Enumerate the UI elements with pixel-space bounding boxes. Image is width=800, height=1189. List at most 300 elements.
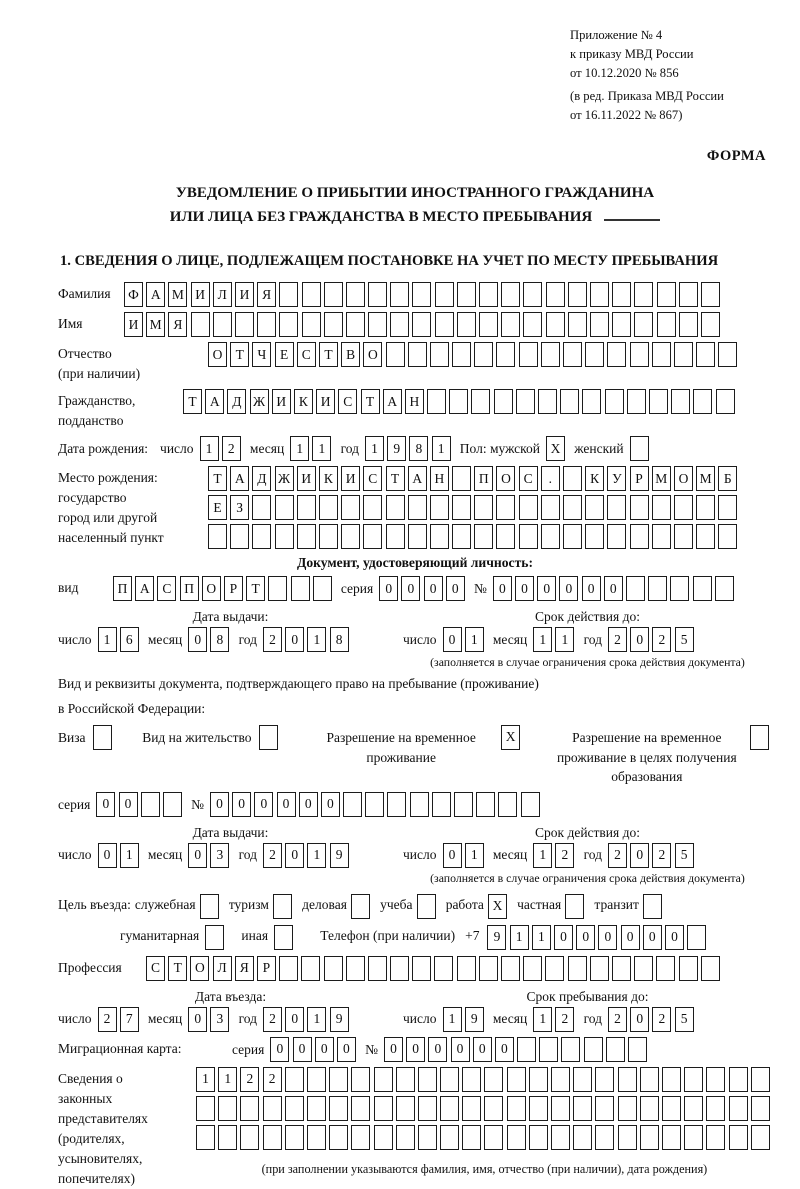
form-cell[interactable] xyxy=(432,792,451,817)
form-cell[interactable]: 1 xyxy=(365,436,384,461)
form-cell[interactable] xyxy=(507,1125,526,1150)
form-cell[interactable] xyxy=(626,576,645,601)
form-cell[interactable]: 0 xyxy=(119,792,138,817)
form-cell[interactable] xyxy=(501,956,520,981)
form-cell[interactable] xyxy=(573,1125,592,1150)
form-cell[interactable]: М xyxy=(652,466,671,491)
form-cell[interactable]: 0 xyxy=(270,1037,289,1062)
form-cell[interactable] xyxy=(418,1125,437,1150)
form-cell[interactable] xyxy=(519,524,538,549)
form-cell[interactable]: 2 xyxy=(263,1067,282,1092)
form-cell[interactable] xyxy=(498,792,517,817)
form-cell[interactable] xyxy=(252,495,271,520)
form-cell[interactable]: Р xyxy=(257,956,276,981)
form-cell[interactable] xyxy=(218,1096,237,1121)
form-cell[interactable] xyxy=(387,792,406,817)
form-cell[interactable] xyxy=(640,1067,659,1092)
form-cell[interactable] xyxy=(671,389,690,414)
form-cell[interactable] xyxy=(751,1067,770,1092)
form-cell[interactable] xyxy=(693,576,712,601)
form-cell[interactable] xyxy=(652,495,671,520)
form-cell[interactable] xyxy=(496,342,515,367)
form-cell[interactable] xyxy=(541,342,560,367)
form-cell[interactable]: Р xyxy=(630,466,649,491)
form-cell[interactable]: 0 xyxy=(559,576,578,601)
form-cell[interactable]: 0 xyxy=(321,792,340,817)
form-cell[interactable]: Т xyxy=(361,389,380,414)
form-cell[interactable]: X xyxy=(546,436,565,461)
form-cell[interactable]: 0 xyxy=(285,843,304,868)
form-cell[interactable] xyxy=(605,389,624,414)
form-cell[interactable]: С xyxy=(338,389,357,414)
form-cell[interactable] xyxy=(324,312,343,337)
form-cell[interactable] xyxy=(582,389,601,414)
form-cell[interactable] xyxy=(368,312,387,337)
form-cell[interactable]: 1 xyxy=(533,1007,552,1032)
form-cell[interactable]: 0 xyxy=(473,1037,492,1062)
form-cell[interactable] xyxy=(291,576,310,601)
form-cell[interactable] xyxy=(412,956,431,981)
form-cell[interactable] xyxy=(457,956,476,981)
form-cell[interactable] xyxy=(494,389,513,414)
form-cell[interactable]: С xyxy=(146,956,165,981)
form-cell[interactable]: 8 xyxy=(330,627,349,652)
form-cell[interactable] xyxy=(634,956,653,981)
form-cell[interactable]: 0 xyxy=(537,576,556,601)
form-cell[interactable] xyxy=(390,312,409,337)
form-cell[interactable] xyxy=(319,524,338,549)
form-cell[interactable]: Т xyxy=(246,576,265,601)
form-cell[interactable] xyxy=(701,956,720,981)
form-cell[interactable] xyxy=(607,342,626,367)
form-cell[interactable] xyxy=(630,342,649,367)
form-cell[interactable] xyxy=(693,389,712,414)
form-cell[interactable] xyxy=(141,792,160,817)
form-cell[interactable]: 0 xyxy=(406,1037,425,1062)
form-cell[interactable]: Р xyxy=(224,576,243,601)
form-cell[interactable] xyxy=(263,1096,282,1121)
form-cell[interactable]: Т xyxy=(208,466,227,491)
form-cell[interactable] xyxy=(634,282,653,307)
form-cell[interactable] xyxy=(196,1125,215,1150)
form-cell[interactable] xyxy=(365,792,384,817)
form-cell[interactable]: 0 xyxy=(384,1037,403,1062)
form-cell[interactable] xyxy=(706,1125,725,1150)
form-cell[interactable] xyxy=(568,956,587,981)
form-cell[interactable]: 1 xyxy=(533,843,552,868)
form-cell[interactable] xyxy=(205,925,224,950)
form-cell[interactable]: 0 xyxy=(188,1007,207,1032)
form-cell[interactable]: П xyxy=(180,576,199,601)
form-cell[interactable]: Д xyxy=(227,389,246,414)
form-cell[interactable] xyxy=(440,1096,459,1121)
form-cell[interactable] xyxy=(523,956,542,981)
form-cell[interactable] xyxy=(529,1096,548,1121)
form-cell[interactable] xyxy=(430,495,449,520)
form-cell[interactable] xyxy=(606,1037,625,1062)
form-cell[interactable]: 9 xyxy=(330,843,349,868)
form-cell[interactable] xyxy=(679,956,698,981)
form-cell[interactable] xyxy=(440,1125,459,1150)
form-cell[interactable]: Е xyxy=(275,342,294,367)
form-cell[interactable]: X xyxy=(501,725,520,750)
form-cell[interactable] xyxy=(584,1037,603,1062)
form-cell[interactable] xyxy=(374,1067,393,1092)
form-cell[interactable]: И xyxy=(297,466,316,491)
form-cell[interactable] xyxy=(612,312,631,337)
form-cell[interactable] xyxy=(307,1096,326,1121)
form-cell[interactable] xyxy=(412,312,431,337)
form-cell[interactable] xyxy=(568,282,587,307)
form-cell[interactable]: 1 xyxy=(533,627,552,652)
form-cell[interactable] xyxy=(213,312,232,337)
form-cell[interactable] xyxy=(716,389,735,414)
form-cell[interactable]: 0 xyxy=(428,1037,447,1062)
form-cell[interactable] xyxy=(696,524,715,549)
form-cell[interactable] xyxy=(390,956,409,981)
form-cell[interactable]: 1 xyxy=(218,1067,237,1092)
form-cell[interactable]: 0 xyxy=(443,627,462,652)
form-cell[interactable] xyxy=(684,1067,703,1092)
form-cell[interactable] xyxy=(319,495,338,520)
form-cell[interactable]: О xyxy=(363,342,382,367)
form-cell[interactable]: 0 xyxy=(576,925,595,950)
form-cell[interactable]: 7 xyxy=(120,1007,139,1032)
form-cell[interactable]: Л xyxy=(213,956,232,981)
form-cell[interactable] xyxy=(565,894,584,919)
form-cell[interactable] xyxy=(696,342,715,367)
form-cell[interactable]: 2 xyxy=(222,436,241,461)
form-cell[interactable] xyxy=(341,495,360,520)
form-cell[interactable]: 0 xyxy=(630,627,649,652)
form-cell[interactable]: Л xyxy=(213,282,232,307)
form-cell[interactable]: 0 xyxy=(188,627,207,652)
form-cell[interactable]: 0 xyxy=(285,1007,304,1032)
form-cell[interactable]: 1 xyxy=(307,843,326,868)
form-cell[interactable] xyxy=(430,524,449,549)
form-cell[interactable]: 1 xyxy=(200,436,219,461)
form-cell[interactable] xyxy=(274,925,293,950)
form-cell[interactable] xyxy=(457,282,476,307)
form-cell[interactable] xyxy=(484,1096,503,1121)
form-cell[interactable] xyxy=(285,1096,304,1121)
form-cell[interactable] xyxy=(476,792,495,817)
form-cell[interactable]: 0 xyxy=(554,925,573,950)
form-cell[interactable] xyxy=(507,1096,526,1121)
form-cell[interactable] xyxy=(674,524,693,549)
form-cell[interactable] xyxy=(751,1125,770,1150)
form-cell[interactable] xyxy=(484,1067,503,1092)
form-cell[interactable] xyxy=(628,1037,647,1062)
form-cell[interactable] xyxy=(435,282,454,307)
form-cell[interactable]: 0 xyxy=(254,792,273,817)
form-cell[interactable] xyxy=(301,956,320,981)
form-cell[interactable] xyxy=(630,495,649,520)
form-cell[interactable]: 2 xyxy=(608,843,627,868)
form-cell[interactable] xyxy=(696,495,715,520)
form-cell[interactable] xyxy=(275,524,294,549)
form-cell[interactable]: И xyxy=(191,282,210,307)
form-cell[interactable]: М xyxy=(696,466,715,491)
form-cell[interactable]: И xyxy=(272,389,291,414)
form-cell[interactable] xyxy=(479,282,498,307)
form-cell[interactable] xyxy=(687,925,706,950)
form-cell[interactable]: А xyxy=(230,466,249,491)
form-cell[interactable] xyxy=(302,282,321,307)
form-cell[interactable]: 1 xyxy=(307,627,326,652)
form-cell[interactable]: 0 xyxy=(495,1037,514,1062)
form-cell[interactable] xyxy=(218,1125,237,1150)
form-cell[interactable]: Б xyxy=(718,466,737,491)
form-cell[interactable]: О xyxy=(208,342,227,367)
form-cell[interactable] xyxy=(729,1125,748,1150)
form-cell[interactable] xyxy=(585,495,604,520)
form-cell[interactable]: 1 xyxy=(532,925,551,950)
form-cell[interactable]: 1 xyxy=(196,1067,215,1092)
form-cell[interactable] xyxy=(551,1067,570,1092)
form-cell[interactable] xyxy=(196,1096,215,1121)
form-cell[interactable] xyxy=(670,576,689,601)
form-cell[interactable] xyxy=(595,1096,614,1121)
form-cell[interactable] xyxy=(573,1096,592,1121)
form-cell[interactable] xyxy=(657,282,676,307)
form-cell[interactable]: 0 xyxy=(232,792,251,817)
form-cell[interactable]: X xyxy=(488,894,507,919)
form-cell[interactable]: Д xyxy=(252,466,271,491)
form-cell[interactable] xyxy=(630,524,649,549)
form-cell[interactable] xyxy=(568,312,587,337)
form-cell[interactable]: К xyxy=(294,389,313,414)
form-cell[interactable] xyxy=(751,1096,770,1121)
form-cell[interactable] xyxy=(541,495,560,520)
form-cell[interactable]: Т xyxy=(386,466,405,491)
form-cell[interactable] xyxy=(449,389,468,414)
form-cell[interactable] xyxy=(351,1096,370,1121)
form-cell[interactable]: 1 xyxy=(98,627,117,652)
form-cell[interactable] xyxy=(529,1067,548,1092)
form-cell[interactable]: 5 xyxy=(675,1007,694,1032)
form-cell[interactable] xyxy=(656,956,675,981)
form-cell[interactable] xyxy=(408,495,427,520)
form-cell[interactable] xyxy=(279,312,298,337)
form-cell[interactable] xyxy=(501,312,520,337)
form-cell[interactable]: 1 xyxy=(555,627,574,652)
form-cell[interactable]: М xyxy=(146,312,165,337)
form-cell[interactable]: 0 xyxy=(299,792,318,817)
form-cell[interactable]: 3 xyxy=(210,843,229,868)
form-cell[interactable]: 1 xyxy=(465,627,484,652)
form-cell[interactable] xyxy=(417,894,436,919)
form-cell[interactable] xyxy=(263,1125,282,1150)
form-cell[interactable] xyxy=(560,389,579,414)
form-cell[interactable]: О xyxy=(496,466,515,491)
form-cell[interactable]: Ф xyxy=(124,282,143,307)
form-cell[interactable] xyxy=(93,725,112,750)
form-cell[interactable] xyxy=(573,1067,592,1092)
form-cell[interactable] xyxy=(612,956,631,981)
form-cell[interactable] xyxy=(435,312,454,337)
form-cell[interactable] xyxy=(363,495,382,520)
form-cell[interactable] xyxy=(474,342,493,367)
form-cell[interactable]: 1 xyxy=(465,843,484,868)
form-cell[interactable] xyxy=(324,956,343,981)
form-cell[interactable] xyxy=(484,1125,503,1150)
form-cell[interactable] xyxy=(418,1067,437,1092)
form-cell[interactable] xyxy=(662,1125,681,1150)
form-cell[interactable] xyxy=(351,894,370,919)
form-cell[interactable] xyxy=(351,1125,370,1150)
form-cell[interactable] xyxy=(430,342,449,367)
form-cell[interactable] xyxy=(662,1096,681,1121)
form-cell[interactable] xyxy=(346,956,365,981)
form-cell[interactable] xyxy=(427,389,446,414)
form-cell[interactable]: 0 xyxy=(604,576,623,601)
form-cell[interactable] xyxy=(546,312,565,337)
form-cell[interactable] xyxy=(718,495,737,520)
form-cell[interactable]: 5 xyxy=(675,843,694,868)
form-cell[interactable] xyxy=(618,1096,637,1121)
form-cell[interactable] xyxy=(640,1096,659,1121)
form-cell[interactable] xyxy=(240,1096,259,1121)
form-cell[interactable] xyxy=(679,282,698,307)
form-cell[interactable] xyxy=(235,312,254,337)
form-cell[interactable]: А xyxy=(383,389,402,414)
form-cell[interactable] xyxy=(496,524,515,549)
form-cell[interactable]: Я xyxy=(235,956,254,981)
form-cell[interactable]: С xyxy=(297,342,316,367)
form-cell[interactable] xyxy=(563,466,582,491)
form-cell[interactable] xyxy=(657,312,676,337)
form-cell[interactable]: 0 xyxy=(598,925,617,950)
form-cell[interactable] xyxy=(701,312,720,337)
form-cell[interactable]: 1 xyxy=(432,436,451,461)
form-cell[interactable] xyxy=(279,282,298,307)
form-cell[interactable] xyxy=(275,495,294,520)
form-cell[interactable] xyxy=(652,524,671,549)
form-cell[interactable] xyxy=(545,956,564,981)
form-cell[interactable] xyxy=(516,389,535,414)
form-cell[interactable] xyxy=(563,342,582,367)
form-cell[interactable] xyxy=(474,495,493,520)
form-cell[interactable]: О xyxy=(674,466,693,491)
form-cell[interactable]: 3 xyxy=(210,1007,229,1032)
form-cell[interactable]: А xyxy=(146,282,165,307)
form-cell[interactable]: 0 xyxy=(665,925,684,950)
form-cell[interactable] xyxy=(538,389,557,414)
form-cell[interactable] xyxy=(718,524,737,549)
form-cell[interactable]: Ж xyxy=(250,389,269,414)
form-cell[interactable]: 2 xyxy=(652,627,671,652)
form-cell[interactable]: О xyxy=(190,956,209,981)
form-cell[interactable]: 0 xyxy=(621,925,640,950)
form-cell[interactable] xyxy=(674,495,693,520)
form-cell[interactable]: 0 xyxy=(96,792,115,817)
form-cell[interactable]: 2 xyxy=(608,1007,627,1032)
form-cell[interactable] xyxy=(412,282,431,307)
form-cell[interactable]: 2 xyxy=(263,843,282,868)
form-cell[interactable] xyxy=(452,466,471,491)
form-cell[interactable] xyxy=(595,1067,614,1092)
form-cell[interactable]: 0 xyxy=(277,792,296,817)
form-cell[interactable] xyxy=(750,725,769,750)
form-cell[interactable] xyxy=(279,956,298,981)
form-cell[interactable]: К xyxy=(585,466,604,491)
form-cell[interactable]: 1 xyxy=(443,1007,462,1032)
form-cell[interactable] xyxy=(643,894,662,919)
form-cell[interactable]: 2 xyxy=(98,1007,117,1032)
form-cell[interactable] xyxy=(662,1067,681,1092)
form-cell[interactable] xyxy=(618,1067,637,1092)
form-cell[interactable] xyxy=(259,725,278,750)
form-cell[interactable]: 0 xyxy=(630,843,649,868)
form-cell[interactable] xyxy=(297,495,316,520)
form-cell[interactable] xyxy=(200,894,219,919)
form-cell[interactable] xyxy=(257,312,276,337)
form-cell[interactable] xyxy=(507,1067,526,1092)
form-cell[interactable]: Я xyxy=(168,312,187,337)
form-cell[interactable] xyxy=(396,1067,415,1092)
form-cell[interactable]: Н xyxy=(430,466,449,491)
form-cell[interactable] xyxy=(640,1125,659,1150)
form-cell[interactable]: 9 xyxy=(465,1007,484,1032)
form-cell[interactable] xyxy=(652,342,671,367)
form-cell[interactable] xyxy=(561,1037,580,1062)
form-cell[interactable] xyxy=(313,576,332,601)
form-cell[interactable]: 2 xyxy=(263,627,282,652)
form-cell[interactable]: 0 xyxy=(643,925,662,950)
form-cell[interactable]: 8 xyxy=(409,436,428,461)
form-cell[interactable]: 0 xyxy=(493,576,512,601)
form-cell[interactable] xyxy=(252,524,271,549)
form-cell[interactable] xyxy=(240,1125,259,1150)
form-cell[interactable] xyxy=(285,1125,304,1150)
form-cell[interactable]: О xyxy=(202,576,221,601)
form-cell[interactable]: 1 xyxy=(120,843,139,868)
form-cell[interactable] xyxy=(163,792,182,817)
form-cell[interactable] xyxy=(368,956,387,981)
form-cell[interactable] xyxy=(541,524,560,549)
form-cell[interactable] xyxy=(408,342,427,367)
form-cell[interactable]: 1 xyxy=(307,1007,326,1032)
form-cell[interactable] xyxy=(529,1125,548,1150)
form-cell[interactable] xyxy=(607,495,626,520)
form-cell[interactable]: 2 xyxy=(652,843,671,868)
form-cell[interactable]: И xyxy=(316,389,335,414)
form-cell[interactable] xyxy=(517,1037,536,1062)
form-cell[interactable] xyxy=(462,1125,481,1150)
form-cell[interactable] xyxy=(396,1096,415,1121)
form-cell[interactable] xyxy=(386,524,405,549)
form-cell[interactable]: У xyxy=(607,466,626,491)
form-cell[interactable] xyxy=(302,312,321,337)
form-cell[interactable] xyxy=(434,956,453,981)
form-cell[interactable]: . xyxy=(541,466,560,491)
form-cell[interactable] xyxy=(230,524,249,549)
form-cell[interactable] xyxy=(519,495,538,520)
form-cell[interactable] xyxy=(462,1067,481,1092)
form-cell[interactable]: С xyxy=(363,466,382,491)
form-cell[interactable] xyxy=(418,1096,437,1121)
form-cell[interactable] xyxy=(343,792,362,817)
form-cell[interactable] xyxy=(729,1096,748,1121)
form-cell[interactable] xyxy=(386,342,405,367)
form-cell[interactable] xyxy=(718,342,737,367)
form-cell[interactable] xyxy=(452,342,471,367)
form-cell[interactable] xyxy=(521,792,540,817)
form-cell[interactable] xyxy=(729,1067,748,1092)
form-cell[interactable]: С xyxy=(519,466,538,491)
form-cell[interactable] xyxy=(649,389,668,414)
